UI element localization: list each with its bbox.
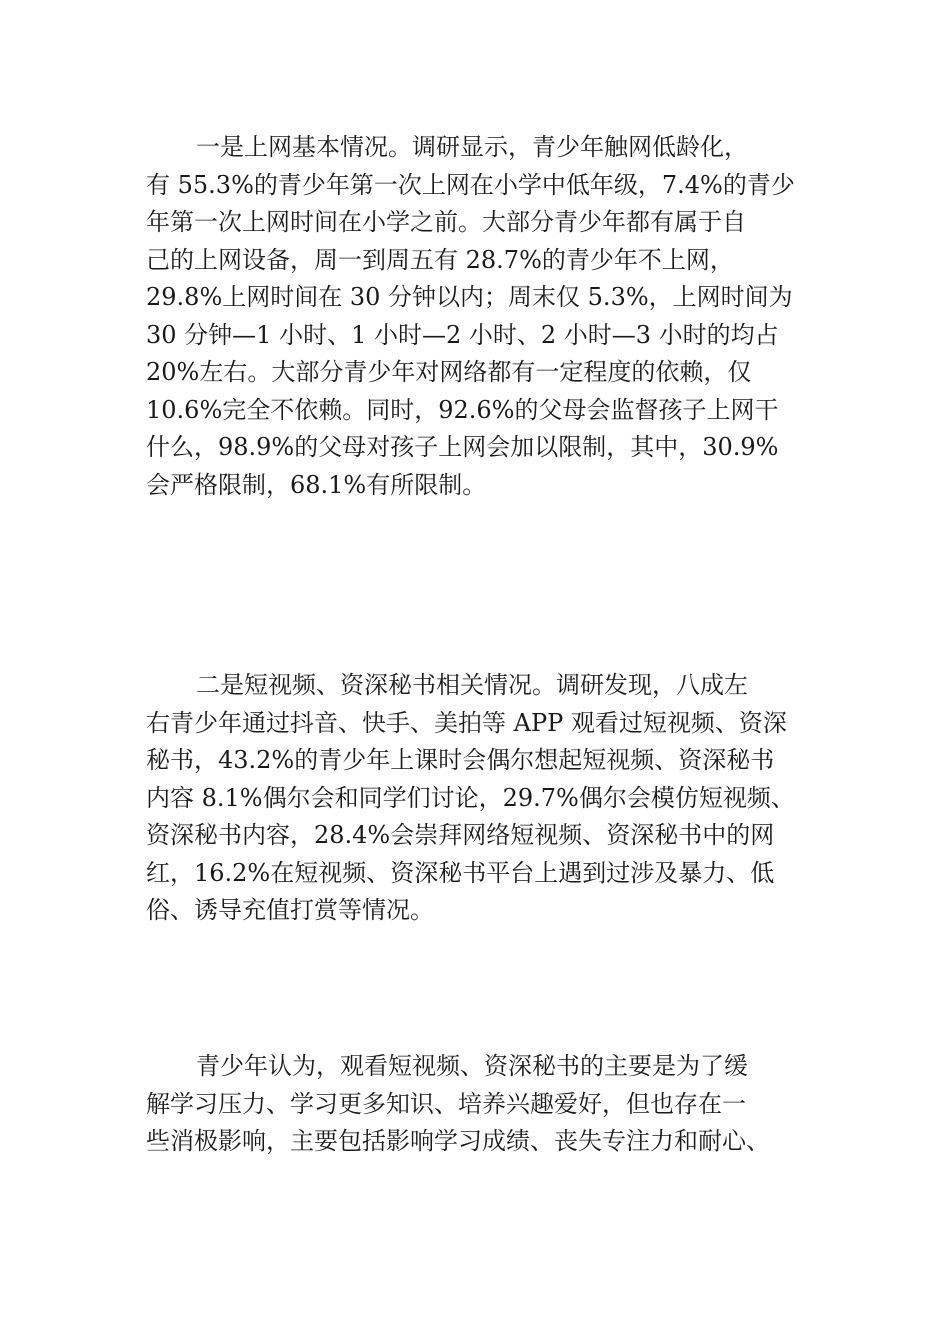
text-line: 些消极影响，主要包括影响学习成绩、丧失专注力和耐心、: [146, 1127, 770, 1155]
text-line: 有 55.3%的青少年第一次上网在小学中低年级，7.4%的青少: [146, 170, 795, 199]
paragraph-youth-views: [146, 1048, 810, 1161]
text-line: 年第一次上网时间在小学之前。大部分青少年都有属于自: [146, 208, 746, 236]
text-line: 二是短视频、资深秘书相关情况。调研发现，八成左: [196, 671, 748, 699]
text-line: 29.8%上网时间在 30 分钟以内；周末仅 5.3%，上网时间为: [146, 283, 793, 311]
paragraph-internet-usage: [146, 129, 810, 504]
text-line: 秘书，43.2%的青少年上课时会偶尔想起短视频、资深秘书: [146, 746, 775, 774]
text-line: 什么，98.9%的父母对孩子上网会加以限制，其中，30.9%: [146, 433, 779, 461]
text-line: 俗、诱导充值打赏等情况。: [146, 896, 434, 924]
text-line: 会严格限制，68.1%有所限制。: [146, 470, 487, 499]
text-line: 解学习压力、学习更多知识、培养兴趣爱好，但也存在一: [146, 1089, 746, 1118]
text-line: 红，16.2%在短视频、资深秘书平台上遇到过涉及暴力、低: [146, 858, 775, 887]
text-line: 右青少年通过抖音、快手、美拍等 APP 观看过短视频、资深: [146, 708, 787, 737]
text-line: 一是上网基本情况。调研显示，青少年触网低龄化，: [196, 133, 748, 161]
text-line: 青少年认为，观看短视频、资深秘书的主要是为了缓: [196, 1052, 748, 1080]
paragraph-short-video: [146, 667, 810, 930]
text-line: 己的上网设备，周一到周五有 28.7%的青少年不上网，: [146, 245, 734, 274]
text-line: 20%左右。大部分青少年对网络都有一定程度的依赖，仅: [146, 358, 752, 386]
text-line: 10.6%完全不依赖。同时，92.6%的父母会监督孩子上网干: [146, 395, 779, 424]
text-line: 资深秘书内容，28.4%会崇拜网络短视频、资深秘书中的网: [146, 821, 775, 849]
text-line: 30 分钟—1 小时、1 小时—2 小时、2 小时—3 小时的均占: [146, 320, 779, 349]
text-line: 内容 8.1%偶尔会和同学们讨论，29.7%偶尔会模仿短视频、: [146, 783, 795, 812]
